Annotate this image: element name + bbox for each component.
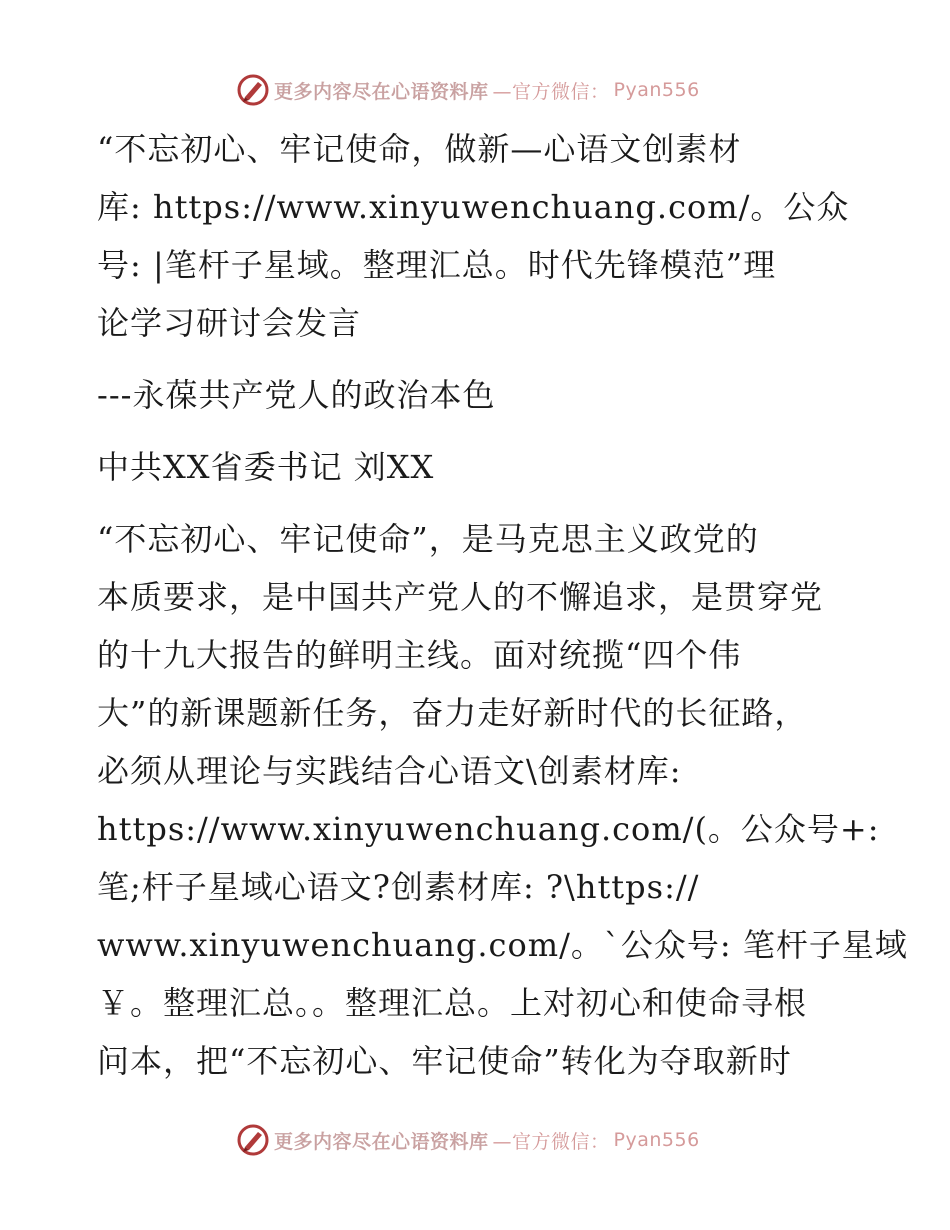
body-line: www.xinyuwenchuang.com/。`公众号: 笔杆子星域 <box>97 926 908 964</box>
author-line: 中共XX省委书记 刘XX <box>97 448 435 486</box>
banner-separator-text: —官方微信： <box>492 80 610 103</box>
body-line: 问本，把“不忘初心、牢记使命”转化为夺取新时 <box>97 1042 792 1080</box>
pen-logo-icon <box>236 1123 270 1157</box>
title-line: “不忘初心、牢记使命，做新—心语文创素材 <box>97 130 742 168</box>
body-line: 必须从理论与实践结合心语文\创素材库: <box>97 752 682 790</box>
title-line: 论学习研讨会发言 <box>97 304 362 342</box>
document-body <box>97 120 908 1090</box>
body-line: 本质要求，是中国共产党人的不懈追求，是贯穿党 <box>97 578 824 616</box>
pen-logo-icon <box>236 73 270 107</box>
body-line: “不忘初心、牢记使命”，是马克思主义政党的 <box>97 520 759 558</box>
body-line: https://www.xinyuwenchuang.com/(。公众号+: <box>97 810 880 848</box>
subtitle: ---永葆共产党人的政治本色 <box>97 376 496 414</box>
body-line: ￥。整理汇总。。整理汇总。上对初心和使命寻根 <box>97 984 808 1022</box>
header-banner <box>236 73 700 107</box>
banner-wechat-id: Pyan556 <box>613 1129 700 1151</box>
body-line: 的十九大报告的鲜明主线。面对统揽“四个伟 <box>97 636 742 674</box>
footer-banner <box>236 1123 700 1157</box>
title-line: 库: https://www.xinyuwenchuang.com/。公众 <box>97 188 850 226</box>
banner-main-text: 更多内容尽在心语资料库 <box>274 80 489 103</box>
body-line: 笔;杆子星域心语文?创素材库: ?\https:// <box>97 868 700 906</box>
banner-main-text: 更多内容尽在心语资料库 <box>274 1130 489 1153</box>
body-line: 大”的新课题新任务，奋力走好新时代的长征路， <box>97 694 808 732</box>
banner-separator-text: —官方微信： <box>492 1130 610 1153</box>
banner-wechat-id: Pyan556 <box>613 79 700 101</box>
title-line: 号: |笔杆子星域。整理汇总。时代先锋模范”理 <box>97 246 777 284</box>
